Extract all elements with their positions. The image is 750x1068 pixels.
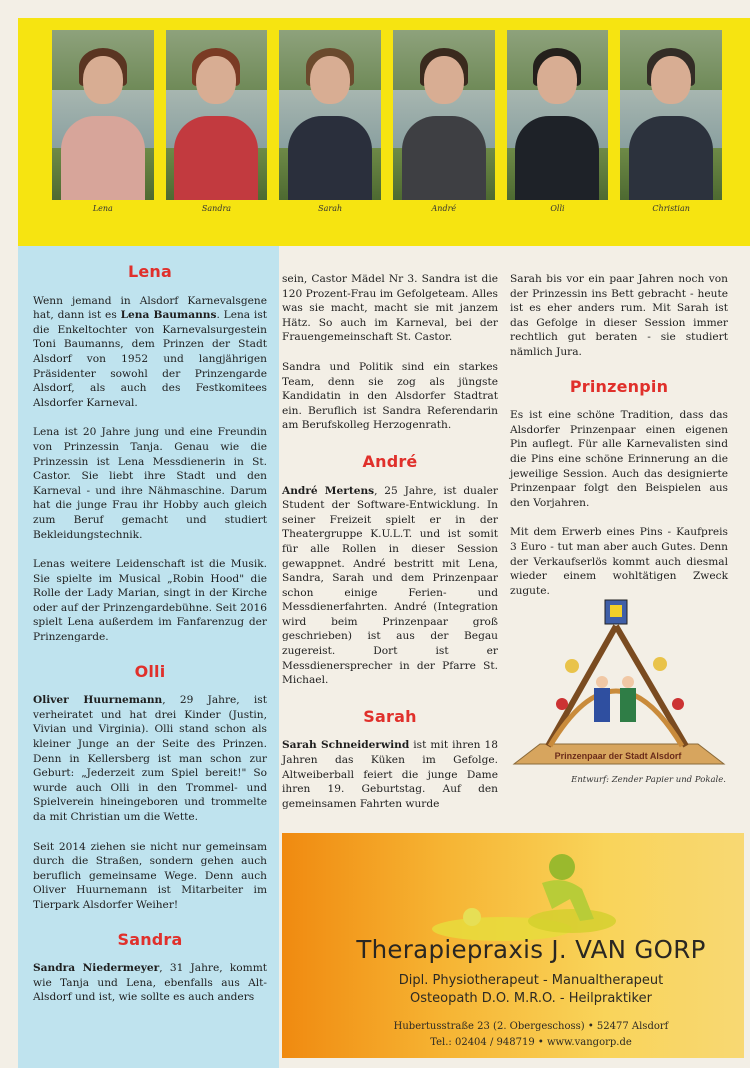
person-torso	[174, 116, 258, 200]
person-name: Oliver Huurnemann	[33, 694, 163, 707]
person-name: Sarah Schneiderwind	[282, 739, 410, 752]
person-face	[83, 56, 123, 104]
pin-figure	[556, 698, 568, 710]
person-torso	[288, 116, 372, 200]
article-column-2	[282, 272, 498, 826]
text: ist mit ihren 18 Jahren das Küken im Gefolge. Altweiberball feiert die junge Dame ihren 19. Geburtstag. Auf den gemeinsamen Fahrten wurde	[282, 739, 498, 810]
paragraph: Lena ist 20 Jahre jung und eine Freundin von Prinzessin Tanja. Genau wie die Prinzessin ist Lena Messdienerin in St. Castor. Sie liebt ihre Stadt und den Karneval - und ihre Nähmaschine. Darum hat die junge Frau ihr Hobby auch gleich zum Beruf gemacht und studiert Bekleidungstechnik.	[33, 426, 267, 541]
paragraph	[33, 693, 267, 824]
text: . Lena ist die Enkeltochter von Karnevalsurgestein Toni Baumanns, dem Prinzen der Stadt Alsdorf von 1952 und langjährigen Präsidenter sowohl der Prinzengarde Alsdorf, als auch des Festkomitees Alsdorfer Karneval.	[33, 309, 268, 409]
paragraph: Mit dem Erwerb eines Pins - Kaufpreis 3 Euro - tut man aber auch Gutes. Denn der Verkaufserlös kommt auch diesmal wieder einem wohltätigen Zweck zugute.	[510, 526, 728, 597]
paragraph	[282, 484, 498, 688]
photo-caption: Sandra	[201, 204, 232, 213]
portrait-photo	[507, 30, 609, 200]
ad-address: Hubertusstraße 23 (2. Obergeschoss) • 52477 Alsdorf	[393, 1021, 669, 1032]
person-torso	[61, 116, 145, 200]
person-name: André Mertens	[282, 484, 375, 497]
text: , 31 Jahre, kommt wie Tanja und Lena, ebenfalls aus Alt-Alsdorf und ist, wie sollte es auch anders	[33, 962, 267, 1004]
person-face	[651, 56, 691, 104]
therapy-logo-icon	[432, 847, 642, 947]
person-face	[196, 56, 236, 104]
article-column-3	[510, 272, 728, 613]
heading-olli: Olli	[134, 661, 166, 681]
heading-lena: Lena	[127, 262, 173, 281]
person-torso	[629, 116, 713, 200]
photo-caption: Sarah	[318, 204, 343, 213]
person-face	[537, 56, 577, 104]
text: , 25 Jahre, ist dualer Student der Software-Entwicklung. In seiner Freizeit spielt er in der Theatergruppe K.U.L.T. und ist somit für alle Rollen in dieser Session gewappnet. André bestritt mit Lena, Sandra, Sarah und dem Prinzenpaar schon einige Ferien- und Messdienerfahrten. André (Integration wird beim Prinzenpaar groß geschrieben) ist aus der Begau zugereist. Dort ist er Messdienersprecher in der Pfarre St. Michael.	[282, 484, 498, 687]
pin-banner-text: Prinzenpaar der Stadt Alsdorf	[554, 751, 682, 761]
pin-figure	[672, 698, 684, 710]
pin-princess-head	[622, 676, 634, 688]
text: , 29 Jahre, ist verheiratet und hat drei Kinder (Justin, Vivian und Virginia). Olli stand schon als kleiner Junge an der Seite des Prinzen. Denn in Kellersberg ist man schon zur Geburt: „Jederzeit zum Spiel bereit!" So wurde auch Olli in den Trommel- und Spielverein hineingeboren und trommelte da mit Christian um die Wette.	[33, 694, 268, 823]
person-face	[310, 56, 350, 104]
portrait-photo	[620, 30, 722, 200]
portrait-photo	[166, 30, 268, 200]
prinzenpin-illustration	[510, 596, 728, 768]
text: Wenn jemand in Alsdorf Karnevalsgene hat, dann ist es	[33, 294, 267, 322]
therapy-ad	[282, 833, 744, 1058]
ad-profession-line-1: Dipl. Physiotherapeut - Manualtherapeut	[398, 973, 664, 988]
heading-prinzenpin: Prinzenpin	[569, 376, 669, 396]
paragraph: sein, Castor Mädel Nr 3. Sandra ist die 120 Prozent-Frau im Gefolgeteam. Alles was sie macht, macht sie mit janzem Hätz. So auch im Karneval, bei der Frauengemeinschaft St. Castor.	[282, 273, 498, 344]
heading-sandra: Sandra	[117, 929, 183, 949]
paragraph	[33, 294, 267, 411]
crest-detail	[610, 605, 622, 617]
person-torso	[402, 116, 486, 200]
person-name: Lena Baumanns	[120, 309, 217, 322]
photo-caption: Christian	[652, 204, 690, 213]
photo-caption: Lena	[92, 204, 113, 213]
photo-caption: André	[431, 204, 457, 213]
ad-title: Therapiepraxis J. VAN GORP	[356, 935, 706, 964]
photo-caption: Olli	[550, 204, 565, 213]
portrait-photo	[279, 30, 381, 200]
pin-figure	[565, 659, 579, 673]
pin-figure	[653, 657, 667, 671]
person-face	[424, 56, 464, 104]
pin-princess-figure	[620, 688, 636, 722]
pin-caption: Entwurf: Zender Papier und Pokale.	[571, 775, 726, 785]
photo-captions	[52, 204, 722, 218]
paragraph: Lenas weitere Leidenschaft ist die Musik. Sie spielte im Musical „Robin Hood" die Rolle der Lady Marian, singt in der Kirche oder auf der Prinzengardebühne. Seit 2016 spielt Lena außerdem im Fanfarenzug der Prinzengarde.	[33, 558, 267, 644]
paragraph: Sarah bis vor ein paar Jahren noch von der Prinzessin ins Bett gebracht - heute ist es eher anders rum. Mit Sarah ist das Gefolge in dieser Session immer rechtlich gut beraten - sie studiert nämlich Jura.	[510, 273, 728, 358]
pin-prince-figure	[594, 688, 610, 722]
pin-prince-head	[596, 676, 608, 688]
ad-contact: Tel.: 02404 / 948719 • www.vangorp.de	[430, 1037, 632, 1048]
portrait-photo	[52, 30, 154, 200]
heading-sarah: Sarah	[363, 706, 417, 726]
person-name: Sandra Niedermeyer	[33, 962, 160, 975]
paragraph: Seit 2014 ziehen sie nicht nur gemeinsam durch die Straßen, sondern gehen auch beruflich gemeinsame Wege. Denn auch Oliver Huurnemann ist Mitarbeiter im Tierpark Alsdorfer Weiher!	[33, 840, 267, 911]
paragraph: Sandra und Politik sind ein starkes Team, denn sie zog als jüngste Kandidatin in den Alsdorfer Stadtrat ein. Beruflich ist Sandra Referendarin am Berufskolleg Herzogenrath.	[282, 360, 498, 432]
ad-profession-line-2: Osteopath D.O. M.R.O. - Heilpraktiker	[410, 991, 652, 1006]
heading-andre: André	[362, 451, 418, 471]
person-torso	[515, 116, 599, 200]
article-column-1	[33, 262, 268, 1020]
paragraph	[33, 961, 267, 1005]
paragraph	[282, 738, 498, 811]
paragraph: Es ist eine schöne Tradition, dass das Alsdorfer Prinzenpaar einen eigenen Pin auflegt. Für alle Karnevalisten sind die Pins eine schöne Erinnerung an die jeweilige Session. Auch das designierte Prinzenpaar folgt den Beispielen aus den Vorjahren.	[510, 409, 728, 509]
portrait-photo	[393, 30, 495, 200]
photo-strip	[52, 30, 722, 200]
